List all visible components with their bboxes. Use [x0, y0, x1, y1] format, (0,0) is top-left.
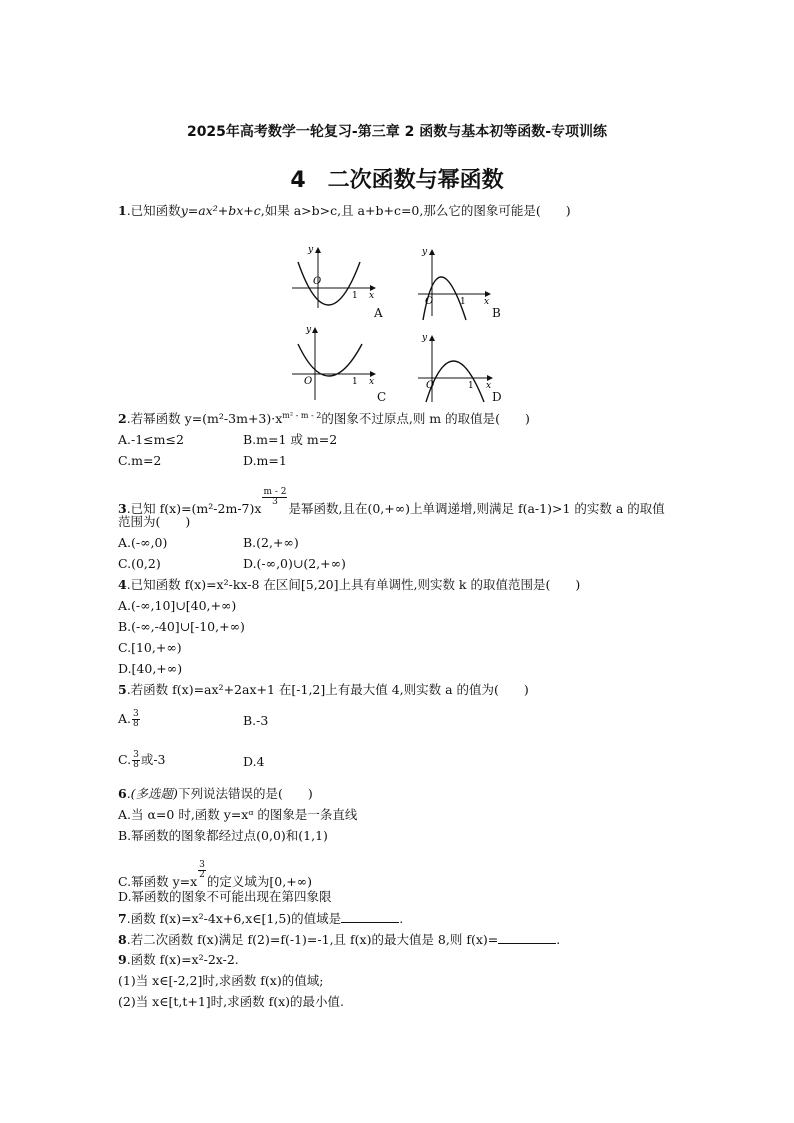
graph-label-c: C: [377, 390, 387, 404]
question-3-continuation: 范围为( ): [118, 514, 191, 529]
option-d: D.幂函数的图象不可能出现在第四象限: [118, 889, 332, 904]
question-number: 5: [118, 682, 127, 697]
question-5: 5.若函数 f(x)=ax²+2ax+1 在[-1,2]上有最大值 4,则实数 a 的值为( ): [118, 682, 529, 697]
question-3: 3.已知 f(x)=(m²-2m-7)x $\frac{m - 2}{3}$ 是幂函数,且在(0,+∞)上单调递增,则满足 f(a-1)>1 的实数 a 的取值: [118, 487, 665, 516]
question-number: 1: [118, 203, 127, 218]
document-title: 2025年高考数学一轮复习-第三章 2 函数与基本初等函数-专项训练: [186, 124, 608, 140]
question-9-part-1: (1)当 x∈[-2,2]时,求函数 f(x)的值域;: [118, 973, 324, 988]
tick-label: 1: [352, 377, 358, 387]
option-b: B.(2,+∞): [243, 535, 299, 550]
option-b: B.幂函数的图象都经过点(0,0)和(1,1): [118, 828, 328, 843]
y-axis-label: y: [308, 245, 314, 255]
question-number: 2: [118, 411, 127, 426]
fraction: $\frac{3}{8}$: [133, 709, 139, 729]
exponent-fraction: $\frac{m - 2}{3}$: [263, 487, 287, 507]
option-a: A.(-∞,0): [118, 535, 168, 550]
option-c: C.(0,2): [118, 556, 161, 571]
option-c: C.[10,+∞): [118, 640, 182, 655]
question-9-part-2: (2)当 x∈[t,t+1]时,求函数 f(x)的最小值.: [118, 994, 345, 1009]
question-8: 8.若二次函数 f(x)满足 f(2)=f(-1)=-1,且 f(x)的最大值是 8,则 f(x)= .: [118, 932, 561, 947]
graph-c: [292, 325, 375, 400]
question-number: 9: [118, 952, 127, 967]
tick-label: 1: [468, 381, 474, 391]
origin-label: O: [313, 276, 322, 287]
question-4: 4.已知函数 f(x)=x²-kx-8 在区间[5,20]上具有单调性,则实数 k 的取值范围是( ): [118, 577, 581, 592]
question-1: 1.已知函数y=ax²+bx+c,如果 a>b>c,且 a+b+c=0,那么它的图象可能是( ): [118, 203, 571, 218]
answer-blank[interactable]: [341, 910, 399, 923]
origin-label: O: [304, 376, 313, 387]
exponent-fraction: $\frac{3}{2}$: [199, 860, 205, 880]
question-7: 7.函数 f(x)=x²-4x+6,x∈[1,5)的值域是 .: [118, 911, 404, 926]
parabola-graphs: [280, 240, 520, 410]
option-d: D.4: [243, 754, 265, 769]
option-d: D.(-∞,0)∪(2,+∞): [243, 556, 346, 571]
fraction: $\frac{3}{8}$: [133, 750, 139, 770]
option-c: C. $\frac{3}{8}$ 或-3: [118, 750, 166, 770]
graph-d: [418, 333, 492, 402]
question-number: 8: [118, 932, 127, 947]
option-a: A.(-∞,10]∪[40,+∞): [118, 598, 237, 613]
origin-label: O: [425, 296, 434, 307]
x-axis-label: x: [486, 381, 492, 391]
question-number: 4: [118, 577, 127, 592]
option-a: A.-1≤m≤2: [118, 432, 184, 447]
answer-blank[interactable]: [498, 931, 556, 944]
tick-label: 1: [460, 297, 466, 307]
x-axis-label: x: [369, 291, 375, 301]
option-c: C.m=2: [118, 453, 162, 468]
question-9: 9.函数 f(x)=x²-2x-2.: [118, 952, 239, 967]
option-a: A.当 α=0 时,函数 y=xᵅ 的图象是一条直线: [118, 807, 358, 822]
section-title: 4 二次函数与幂函数: [290, 168, 504, 193]
graph-b: [418, 247, 490, 320]
question-6: 6.(多选题)下列说法错误的是( ): [118, 786, 313, 801]
question-number: 3: [118, 501, 127, 516]
option-a: A. $\frac{3}{8}$: [118, 709, 139, 729]
y-axis-label: y: [306, 325, 312, 335]
graph-label-d: D: [492, 390, 502, 404]
x-axis-label: x: [484, 297, 490, 307]
graph-a: [292, 245, 375, 308]
option-b: B.(-∞,-40]∪[-10,+∞): [118, 619, 245, 634]
question-2: 2.若幂函数 $y=(m^2-3m+3)\cdot x^{m^2 - m - 2}$的图象不过原点,则 m 的取值是( ): [118, 411, 530, 426]
origin-label: O: [426, 380, 435, 391]
graph-label-a: A: [374, 306, 383, 320]
x-axis-label: x: [369, 377, 375, 387]
question-number: 7: [118, 911, 127, 926]
option-d: D.[40,+∞): [118, 661, 183, 676]
option-d: D.m=1: [243, 453, 287, 468]
option-b: B.-3: [243, 713, 269, 728]
y-axis-label: y: [422, 333, 428, 343]
question-number: 6: [118, 786, 127, 801]
graph-label-b: B: [492, 306, 501, 320]
option-b: B.m=1 或 m=2: [243, 432, 338, 447]
y-axis-label: y: [422, 247, 428, 257]
tick-label: 1: [352, 291, 358, 301]
option-c: C.幂函数 y=x $\frac{3}{2}$ 的定义域为[0,+∞): [118, 860, 312, 889]
